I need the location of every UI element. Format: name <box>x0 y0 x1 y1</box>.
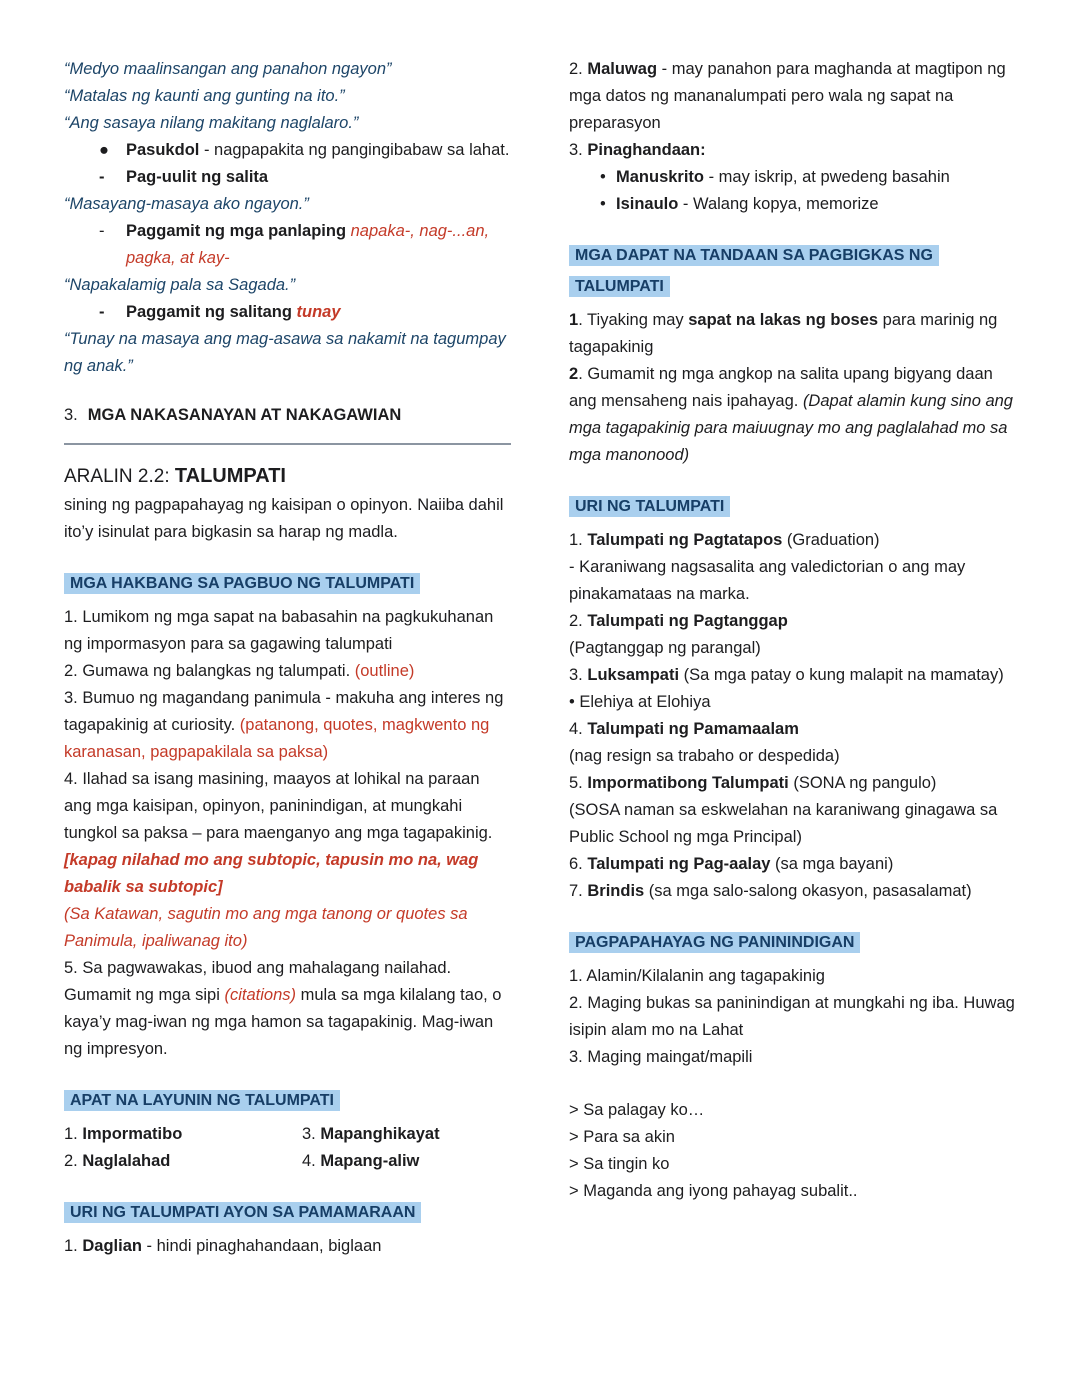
item-definition: - may panahon para maghanda at magtipon ng mga datos ng mananalumpati pero wala ng sapat na preparasyon <box>569 60 1006 132</box>
list-item-tunay <box>64 299 511 326</box>
layunin-item <box>64 1148 302 1175</box>
item-term: Mapang-aliw <box>320 1152 420 1170</box>
item-term: Maluwag <box>587 60 658 78</box>
item-term: Talumpati ng Pagtanggap <box>587 612 788 630</box>
step-note-red: (patanong, quotes, magkwento ng karanasan, pagpapakilala sa paksa) <box>64 716 490 761</box>
item-text: . Tiyaking may <box>578 311 689 329</box>
step-text: 2. Gumawa ng balangkas ng talumpati. <box>64 662 355 680</box>
step-2 <box>64 658 511 685</box>
term-paguulit: Pag-uulit ng salita <box>126 168 269 186</box>
item-annotation: (SONA ng pangulo) <box>788 774 937 792</box>
item-number: 1 <box>569 311 579 329</box>
item-number: 1. <box>64 1237 83 1255</box>
layunin-item <box>302 1121 511 1148</box>
section-title-highlight: URI NG TALUMPATI <box>569 496 730 517</box>
dash-marker: - <box>99 168 105 186</box>
step-3 <box>64 685 511 766</box>
section-title-highlight: MGA HAKBANG SA PAGBUO NG TALUMPATI <box>64 573 420 594</box>
uri-pamamaraan-item-1 <box>64 1233 511 1260</box>
heading-text: MGA NAKASANAYAN AT NAKAGAWIAN <box>87 406 402 424</box>
sample-phrase: > Sa palagay ko… <box>569 1101 705 1119</box>
term-panlapi: Paggamit ng mga panlaping <box>126 222 351 240</box>
list-item-panlapi <box>64 218 511 272</box>
step-text: 5. Sa pagwawakas, ibuod ang mahalagang nailahad. Gumamit ng mga sipi <box>64 959 452 1004</box>
item-definition: - hindi pinaghahandaan, biglaan <box>141 1237 382 1255</box>
layunin-item <box>302 1148 511 1175</box>
uri-item-3 <box>569 662 1016 689</box>
panlapi-examples: napaka-, nag-...an, pagka, at kay- <box>126 222 490 267</box>
item-term: Talumpati ng Pag-aalay <box>587 855 771 873</box>
list-item-paguulit <box>64 164 511 191</box>
step-5 <box>64 955 511 1063</box>
step-note-red: (citations) <box>224 986 297 1004</box>
item-text: para marinig ng tagapakinig <box>569 311 998 356</box>
item-number: 2. <box>64 1152 83 1170</box>
item-number: 7. <box>569 882 588 900</box>
lesson-label: ARALIN 2.2: <box>64 466 175 487</box>
item-number: 6. <box>569 855 588 873</box>
item-term: Manuskrito <box>616 168 705 186</box>
uri-item-5 <box>569 770 1016 797</box>
quote-line: “Ang sasaya nilang makitang naglalaro.” <box>64 114 359 132</box>
item-term: Luksampati <box>587 666 680 684</box>
item-number: 3. <box>302 1125 321 1143</box>
sample-phrase: > Para sa akin <box>569 1128 675 1146</box>
paninindigan-item: 1. Alamin/Kilalanin ang tagapakinig <box>569 967 825 985</box>
sample-phrase: > Sa tingin ko <box>569 1155 670 1173</box>
section-title-highlight: TALUMPATI <box>569 276 670 297</box>
bullet-dot-icon: • <box>600 168 606 186</box>
item-annotation: (Graduation) <box>782 531 880 549</box>
layunin-item <box>64 1121 302 1148</box>
step-4 <box>64 766 511 955</box>
uri-item-5-note: (SOSA naman sa eskwelahan na karaniwang ginagawa sa Public School ng mga Principal) <box>569 801 998 846</box>
quote-line: “Medyo maalinsangan ang panahon ngayon” <box>64 60 392 78</box>
uri-item-2-note: (Pagtanggap ng parangal) <box>569 639 761 657</box>
item-annotation: (sa mga salo-salong okasyon, pasasalamat) <box>644 882 972 900</box>
section-title-paninindigan <box>569 927 1016 958</box>
step-text: 3. Bumuo ng magandang panimula - makuha ang interes ng tagapakinig at curiosity. <box>64 689 504 734</box>
sub-item-isinaulo <box>569 191 1016 218</box>
quote-line: “Tunay na masaya ang mag-asawa sa nakamit na tagumpay ng anak.” <box>64 330 506 375</box>
section-title-tandaan <box>569 240 1016 302</box>
lesson-description: sining ng pagpapahayag ng kaisipan o opinyon. Naiiba dahil ito’y isinulat para bigkasin sa harap ng madla. <box>64 496 504 541</box>
term-salitang: Paggamit ng salitang <box>126 303 297 321</box>
item-term: Naglalahad <box>82 1152 171 1170</box>
uri-item-1-note: - Karaniwang nagsasalita ang valedictorian o ang may pinakamataas na marka. <box>569 558 966 603</box>
item-text: . Gumamit ng mga angkop na salita upang bigyang daan ang mensaheng nais ipahayag. <box>569 365 993 410</box>
item-annotation: (sa mga bayani) <box>770 855 894 873</box>
item-note-italic: (Dapat alamin kung sino ang mga tagapakinig para maiuugnay mo ang paglalahad mo sa mga manonood) <box>569 392 1013 464</box>
quote-line: “Masayang-masaya ako ngayon.” <box>64 195 309 213</box>
heading-nakasanayan <box>64 402 511 429</box>
quote-line: “Matalas ng kaunti ang gunting na ito.” <box>64 87 345 105</box>
uri-item-2 <box>569 608 1016 635</box>
item-term: Talumpati ng Pagtatapos <box>587 531 783 549</box>
list-item-pasukdol <box>64 137 511 164</box>
dash-marker: - <box>99 303 105 321</box>
bullet-dot-icon: • <box>600 195 606 213</box>
section-title-highlight: APAT NA LAYUNIN NG TALUMPATI <box>64 1090 340 1111</box>
item-term: Daglian <box>82 1237 142 1255</box>
section-title-highlight: PAGPAPAHAYAG NG PANININDIGAN <box>569 932 860 953</box>
item-number: 5. <box>569 774 588 792</box>
item-term: Talumpati ng Pamamaalam <box>587 720 799 738</box>
layunin-list <box>64 1121 511 1175</box>
uri-item-6 <box>569 851 1016 878</box>
uri-item-4 <box>569 716 1016 743</box>
step-text: 4. Ilahad sa isang masining, maayos at lohikal na paraan ang mga kaisipan, opinyon, paninindigan, at mungkahi tungkol sa paksa – para maenganyo ang mga tagapakinig. <box>64 770 493 842</box>
item-term: Mapanghikayat <box>320 1125 440 1143</box>
right-column <box>569 56 1016 1260</box>
item-number: 2. <box>569 60 588 78</box>
left-column <box>64 56 511 1260</box>
sample-phrases <box>569 1097 1016 1205</box>
lesson-title: TALUMPATI <box>174 465 286 487</box>
heading-number: 3. <box>64 406 78 424</box>
section-title-layunin <box>64 1085 511 1116</box>
emphasis-bold: sapat na lakas ng boses <box>688 311 879 329</box>
section-title-uri <box>569 491 1016 522</box>
item-definition: - Walang kopya, memorize <box>678 195 879 213</box>
term-definition: - nagpapakita ng pangingibabaw sa lahat. <box>199 141 510 159</box>
item-number: 4. <box>569 720 588 738</box>
item-number: 2. <box>569 612 588 630</box>
section-title-highlight: MGA DAPAT NA TANDAAN SA PAGBIGKAS NG <box>569 245 939 266</box>
item-term: Impormatibong Talumpati <box>587 774 789 792</box>
uri-pamamaraan-item-2 <box>569 56 1016 137</box>
step-text: mula sa mga kilalang tao, o kaya’y mag-iwan ng mga hamon sa tagapakinig. Mag-iwan ng impresyon. <box>64 986 502 1058</box>
step-note-red: (Sa Katawan, sagutin mo ang mga tanong or quotes sa Panimula, ipaliwanag ito) <box>64 905 468 950</box>
bullet-dot-icon: ● <box>99 141 109 159</box>
uri-item-3-note: • Elehiya at Elohiya <box>569 693 711 711</box>
item-number: 2 <box>569 365 579 383</box>
item-definition: - may iskrip, at pwedeng basahin <box>704 168 950 186</box>
item-annotation: (Sa mga patay o kung malapit na mamatay) <box>679 666 1004 684</box>
term-pasukdol: Pasukdol <box>126 141 200 159</box>
uri-item-4-note: (nag resign sa trabaho or despedida) <box>569 747 840 765</box>
uri-pamamaraan-item-3 <box>569 137 1016 164</box>
item-number: 3. <box>569 141 588 159</box>
sub-item-manuskrito <box>569 164 1016 191</box>
item-term: Brindis <box>587 882 645 900</box>
step-warning-red: [kapag nilahad mo ang subtopic, tapusin mo na, wag babalik sa subtopic] <box>64 851 479 896</box>
tunay-word: tunay <box>296 303 341 321</box>
quote-line: “Napakalamig pala sa Sagada.” <box>64 276 296 294</box>
uri-item-1 <box>569 527 1016 554</box>
item-term: Isinaulo <box>616 195 679 213</box>
tandaan-item-2 <box>569 361 1016 469</box>
item-number: 1. <box>569 531 588 549</box>
item-number: 4. <box>302 1152 321 1170</box>
step-1: 1. Lumikom ng mga sapat na babasahin na pagkukuhanan ng impormasyon para sa gagawing talumpati <box>64 608 494 653</box>
sample-phrase: > Maganda ang iyong pahayag subalit.. <box>569 1182 858 1200</box>
item-term: Pinaghandaan: <box>587 141 706 159</box>
section-title-highlight: URI NG TALUMPATI AYON SA PAMAMARAAN <box>64 1202 421 1223</box>
step-note-red: (outline) <box>354 662 415 680</box>
dash-marker: - <box>99 222 105 240</box>
tandaan-item-1 <box>569 307 1016 361</box>
item-number: 1. <box>64 1125 83 1143</box>
section-divider <box>64 443 511 445</box>
lesson-heading <box>64 461 511 492</box>
paninindigan-item: 3. Maging maingat/mapili <box>569 1048 753 1066</box>
item-term: Impormatibo <box>82 1125 183 1143</box>
uri-item-7 <box>569 878 1016 905</box>
item-number: 3. <box>569 666 588 684</box>
section-title-uri-pamamaraan <box>64 1197 511 1228</box>
section-title-hakbang <box>64 568 511 599</box>
paninindigan-item: 2. Maging bukas sa paninindigan at mungkahi ng iba. Huwag isipin alam mo na Lahat <box>569 994 1015 1039</box>
